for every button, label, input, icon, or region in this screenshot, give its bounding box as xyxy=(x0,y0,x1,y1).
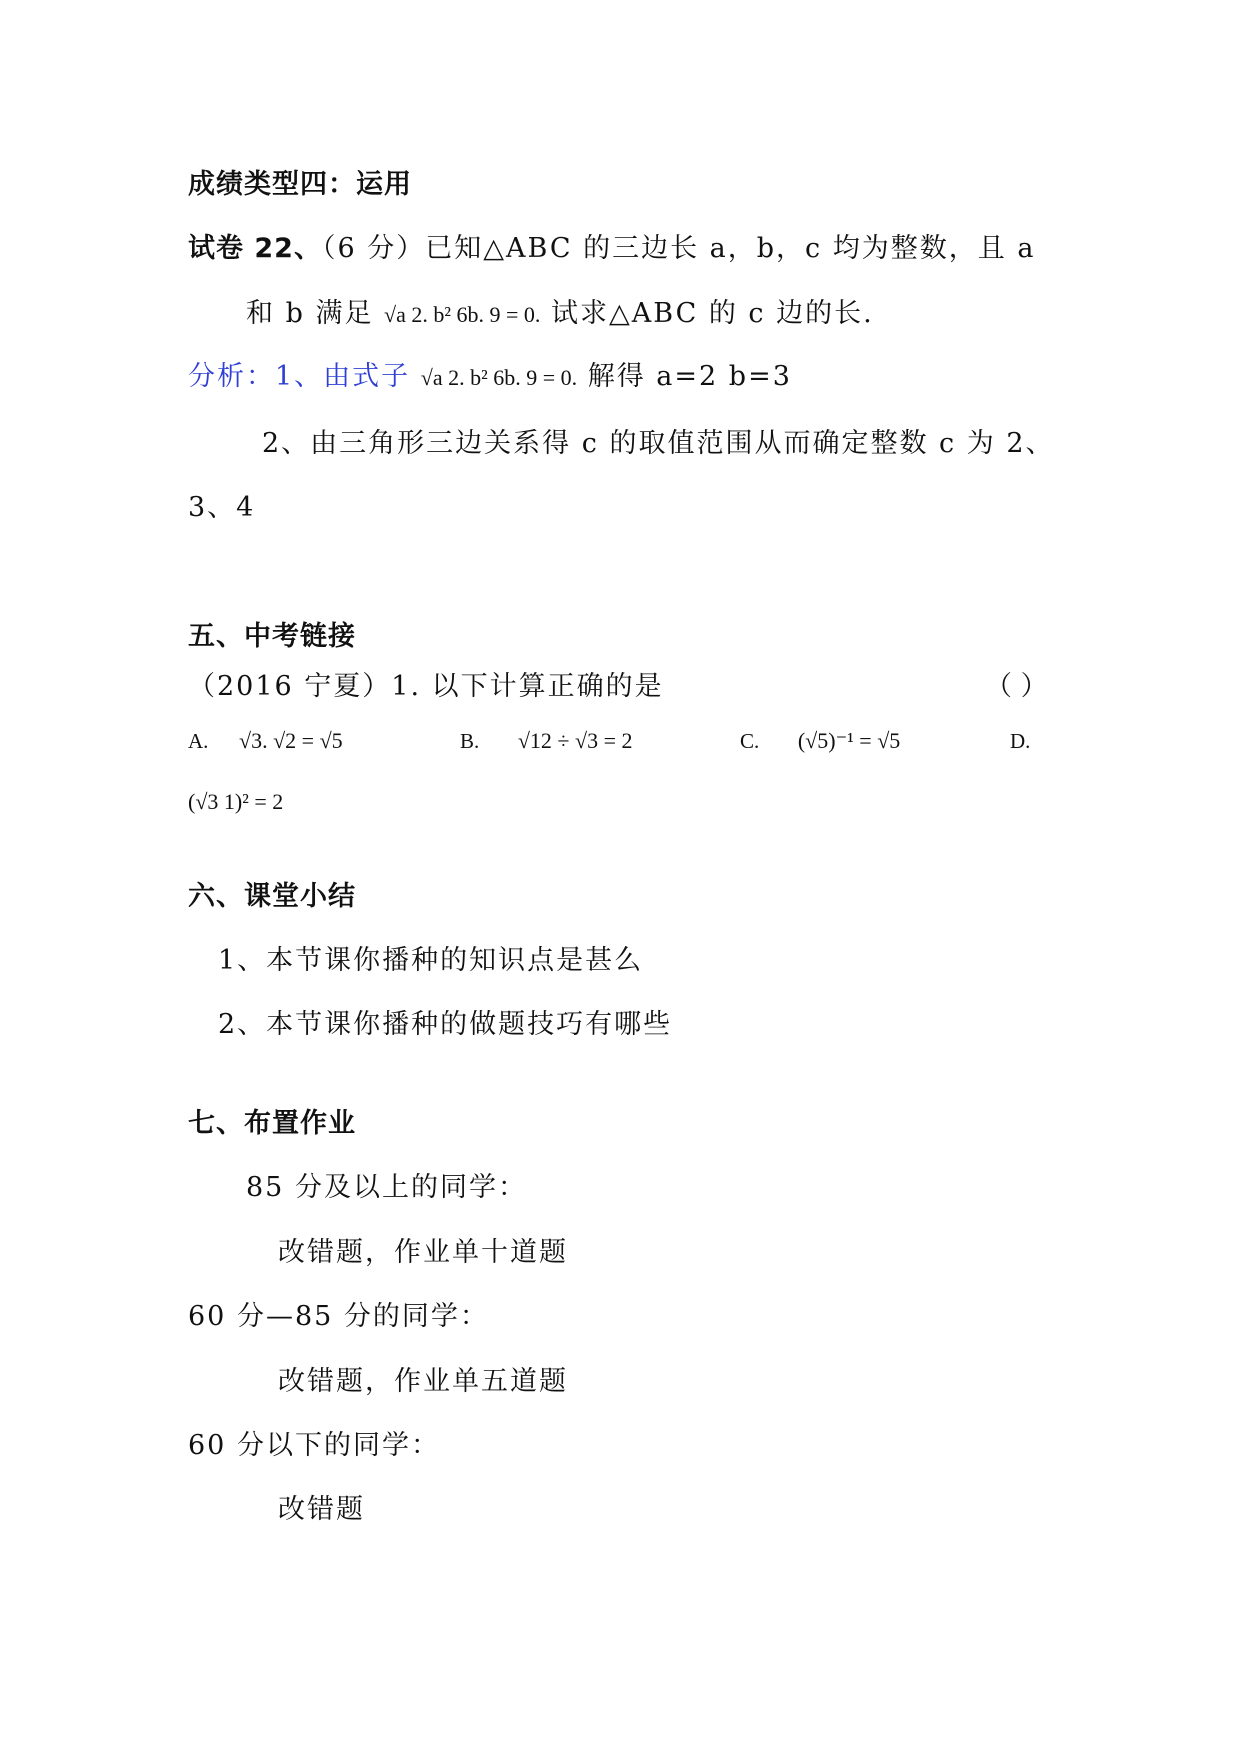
problem-label: 试卷 22、 xyxy=(188,233,322,264)
analysis-label: 分析：1、由式子 xyxy=(188,361,411,392)
homework-group2-task: 改错题，作业单五道题 xyxy=(278,1366,568,1397)
option-b-label: B. xyxy=(460,729,480,753)
section5-question: （2016 宁夏）1. 以下计算正确的是 xyxy=(188,671,664,702)
analysis-result: 解得 a=2 b=3 xyxy=(587,361,792,392)
analysis-step2-line1: 2、由三角形三边关系得 c 的取值范围从而确定整数 c 为 2、 xyxy=(262,428,1055,459)
answer-parentheses: （ ） xyxy=(985,671,1048,702)
option-d-formula: (√3 1)² = 2 xyxy=(188,789,284,814)
homework-group1-title: 85 分及以上的同学： xyxy=(246,1172,527,1203)
section6-heading: 六、课堂小结 xyxy=(188,881,356,912)
analysis-step2-line2: 3、4 xyxy=(188,492,256,523)
homework-group1-task: 改错题，作业单十道题 xyxy=(278,1237,568,1268)
problem-condition-prefix: 和 b 满足 xyxy=(246,298,374,329)
option-a xyxy=(188,723,343,758)
homework-group3-title: 60 分以下的同学： xyxy=(188,1430,440,1461)
option-d-label: D. xyxy=(1010,729,1031,753)
option-d xyxy=(1010,723,1030,758)
problem-line-1 xyxy=(188,232,1035,266)
option-a-label: A. xyxy=(188,729,209,753)
section5-heading: 五、中考链接 xyxy=(188,621,356,652)
homework-group2-title: 60 分—85 分的同学： xyxy=(188,1301,489,1332)
option-c-label: C. xyxy=(740,729,760,753)
option-a-formula: √3. √2 = √5 xyxy=(239,728,343,753)
problem-question: 试求△ABC 的 c 边的长. xyxy=(550,298,874,329)
summary-item-1: 1、本节课你播种的知识点是甚么 xyxy=(218,945,644,976)
option-b-formula: √12 ÷ √3 = 2 xyxy=(517,728,633,753)
section-heading-type4: 成绩类型四：运用 xyxy=(188,169,412,200)
summary-item-2: 2、本节课你播种的做题技巧有哪些 xyxy=(218,1009,673,1040)
problem-line-2 xyxy=(246,297,874,332)
option-d-formula-line xyxy=(188,784,283,819)
analysis-line-1 xyxy=(188,360,792,395)
option-c-formula: (√5)⁻¹ = √5 xyxy=(797,728,901,753)
analysis-formula: √a 2. b² 6b. 9 = 0. xyxy=(420,365,578,390)
section7-heading: 七、布置作业 xyxy=(188,1108,356,1139)
problem-formula: √a 2. b² 6b. 9 = 0. xyxy=(384,302,541,327)
homework-group3-task: 改错题 xyxy=(278,1494,365,1525)
problem-statement: （6 分）已知△ABC 的三边长 a，b，c 均为整数，且 a xyxy=(321,233,1036,264)
option-b xyxy=(460,723,633,758)
option-c xyxy=(740,723,900,758)
